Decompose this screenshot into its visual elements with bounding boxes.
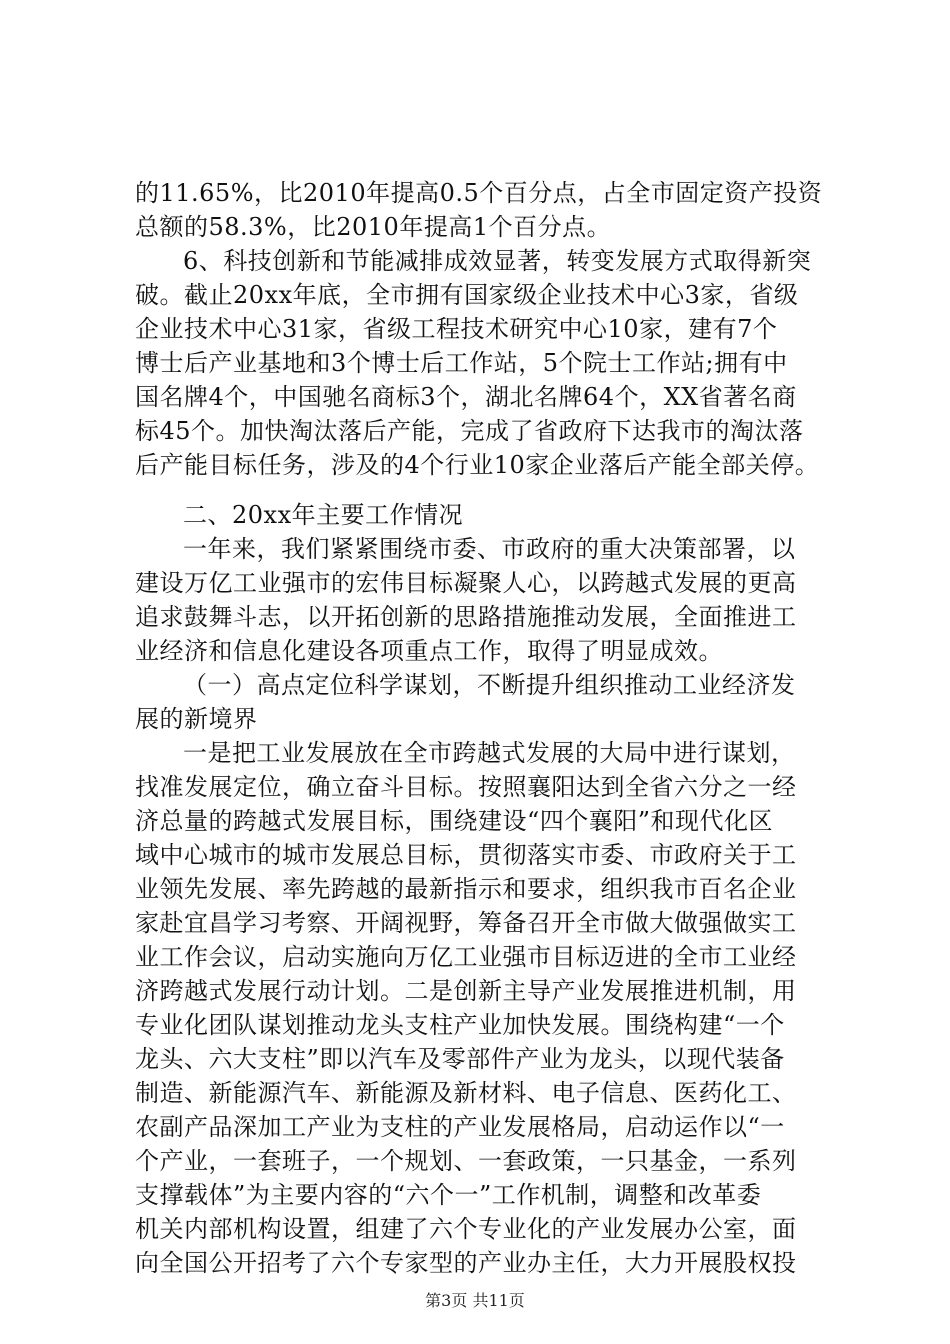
text-line: 总额的58.3%，比2010年提高1个百分点。 — [135, 213, 612, 241]
text-line: 业工作会议，启动实施向万亿工业强市目标迈进的全市工业经 — [135, 943, 797, 971]
text-line: 建设万亿工业强市的宏伟目标凝聚人心，以跨越式发展的更高 — [135, 569, 797, 597]
text-line: 后产能目标任务，涉及的4个行业10家企业落后产能全部关停。 — [135, 451, 820, 479]
text-line: 域中心城市的城市发展总目标，贯彻落实市委、市政府关于工 — [135, 841, 797, 869]
text-line: 家赴宜昌学习考察、开阔视野，筹备召开全市做大做强做实工 — [135, 909, 797, 937]
text-line: 一是把工业发展放在全市跨越式发展的大局中进行谋划， — [183, 739, 796, 767]
text-line: 专业化团队谋划推动龙头支柱产业加快发展。围绕构建“一个 — [135, 1011, 785, 1039]
text-line: 制造、新能源汽车、新能源及新材料、电子信息、医药化工、 — [135, 1079, 797, 1107]
text-line: 农副产品深加工产业为支柱的产业发展格局，启动运作以“一 — [135, 1113, 785, 1141]
text-line: 标45个。加快淘汰落后产能，完成了省政府下达我市的淘汰落 — [135, 417, 804, 445]
text-line: 博士后产业基地和3个博士后工作站，5个院士工作站;拥有中 — [135, 349, 788, 377]
text-line: 企业技术中心31家，省级工程技术研究中心10家，建有7个 — [135, 315, 778, 343]
text-line: 找准发展定位，确立奋斗目标。按照襄阳达到全省六分之一经 — [135, 773, 797, 801]
text-line: 业领先发展、率先跨越的最新指示和要求，组织我市百名企业 — [135, 875, 797, 903]
text-line: 机关内部机构设置，组建了六个专业化的产业发展办公室，面 — [135, 1215, 797, 1243]
text-line: 破。截止20xx年底，全市拥有国家级企业技术中心3家，省级 — [135, 281, 799, 309]
text-line: 6、科技创新和节能减排成效显著，转变发展方式取得新突 — [183, 247, 812, 275]
text-line: 龙头、六大支柱”即以汽车及零部件产业为龙头，以现代装备 — [135, 1045, 785, 1073]
text-line: 追求鼓舞斗志，以开拓创新的思路措施推动发展，全面推进工 — [135, 603, 797, 631]
text-line: 业经济和信息化建设各项重点工作，取得了明显成效。 — [135, 637, 723, 665]
text-line: 的11.65%，比2010年提高0.5个百分点，占全市固定资产投资 — [135, 179, 823, 207]
page-number-footer: 第3页 共11页 — [425, 1291, 525, 1310]
section-heading: 二、20xx年主要工作情况 — [183, 501, 464, 529]
text-line: 济总量的跨越式发展目标，围绕建设“四个襄阳”和现代化区 — [135, 807, 774, 835]
subsection-heading: 展的新境界 — [135, 705, 258, 733]
subsection-heading: （一）高点定位科学谋划，不断提升组织推动工业经济发 — [183, 671, 796, 699]
text-line: 个产业，一套班子，一个规划、一套政策，一只基金，一系列 — [135, 1147, 797, 1175]
text-line: 支撑载体”为主要内容的“六个一”工作机制，调整和改革委 — [135, 1181, 762, 1209]
text-line: 国名牌4个，中国驰名商标3个，湖北名牌64个，XX省著名商 — [135, 383, 797, 411]
text-line: 向全国公开招考了六个专家型的产业办主任，大力开展股权投 — [135, 1249, 797, 1277]
text-line: 一年来，我们紧紧围绕市委、市政府的重大决策部署，以 — [183, 535, 796, 563]
text-line: 济跨越式发展行动计划。二是创新主导产业发展推进机制，用 — [135, 977, 797, 1005]
